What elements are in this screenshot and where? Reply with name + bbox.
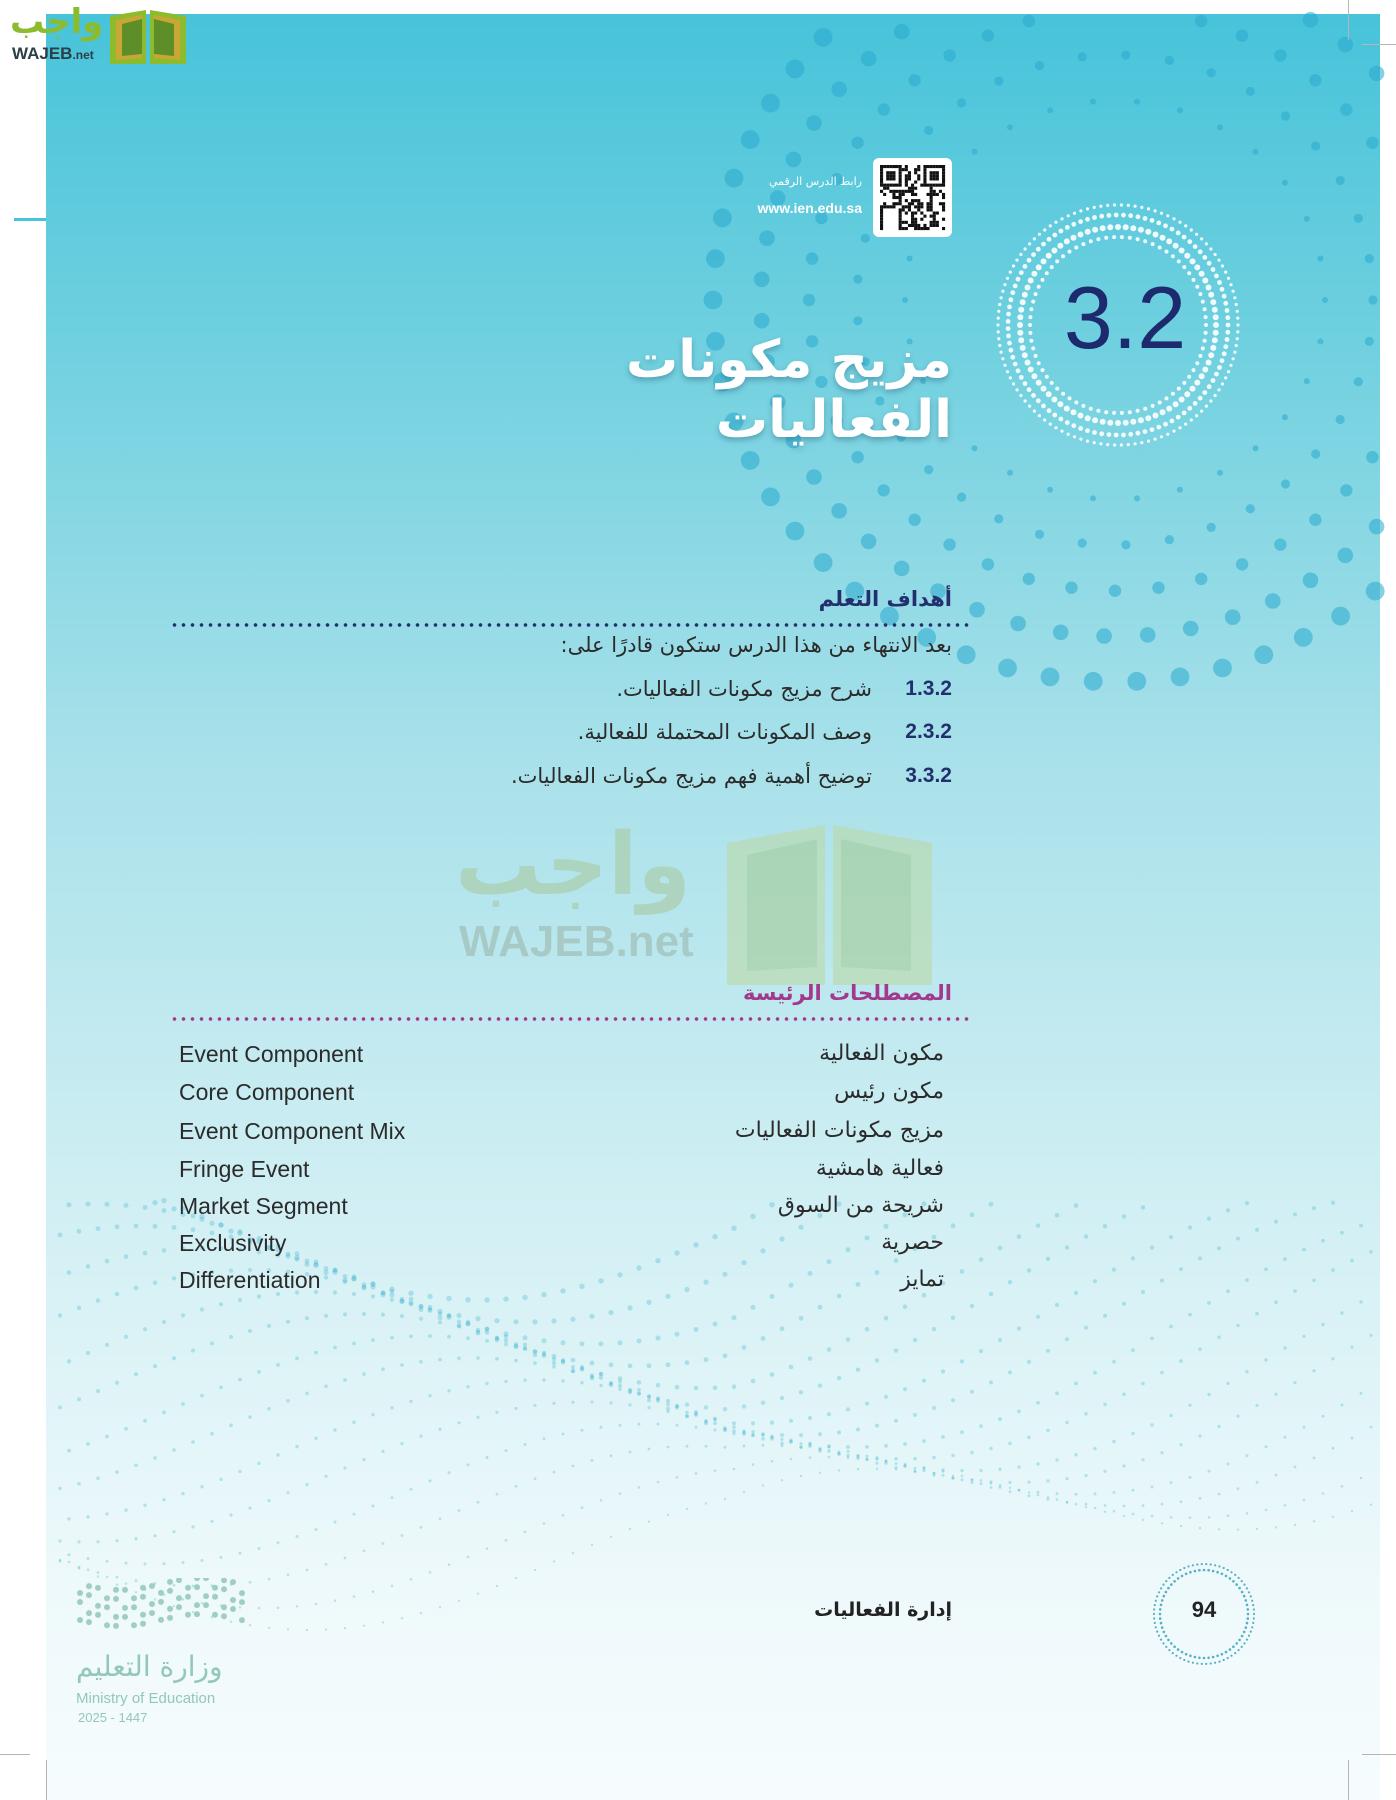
objective-text: شرح مزيج مكونات الفعاليات.	[616, 677, 872, 701]
objectives-divider	[170, 623, 972, 627]
objective-number: 2.3.2	[905, 720, 952, 743]
key-terms-divider	[170, 1017, 972, 1021]
objective-number: 1.3.2	[905, 677, 952, 700]
term-row	[170, 1079, 952, 1113]
wajeb-logo[interactable]	[10, 4, 192, 70]
book-title: إدارة الفعاليات	[814, 1599, 952, 1621]
watermark-book-icon	[717, 817, 942, 987]
term-row	[170, 1041, 952, 1075]
objective-text: توضيح أهمية فهم مزيج مكونات الفعاليات.	[510, 764, 872, 788]
qr-caption: رابط الدرس الرقمي	[768, 175, 862, 188]
term-row	[170, 1118, 952, 1152]
page-number: 94	[1191, 1597, 1217, 1622]
lesson-number: 3.2	[1063, 268, 1187, 367]
term-english: Differentiation	[179, 1267, 321, 1293]
crop-mark	[46, 1760, 47, 1800]
qr-code[interactable]	[873, 158, 952, 237]
ministry-name-arabic: وزارة التعليم	[76, 1650, 223, 1683]
ministry-emblem-icon	[76, 1578, 256, 1638]
term-english: Exclusivity	[179, 1230, 287, 1256]
crop-mark	[1362, 44, 1396, 45]
digital-lesson-link[interactable]: www.ien.edu.sa	[757, 200, 862, 216]
term-english: Event Component	[179, 1041, 364, 1067]
term-row	[170, 1267, 952, 1301]
ministry-name-english: Ministry of Education	[76, 1690, 216, 1707]
wajeb-watermark	[455, 815, 955, 985]
objectives-intro: بعد الانتهاء من هذا الدرس ستكون قادرًا على:	[560, 633, 952, 657]
term-arabic: مكون رئيس	[834, 1079, 944, 1104]
term-arabic: مزيج مكونات الفعاليات	[734, 1118, 944, 1143]
crop-mark	[0, 1754, 30, 1755]
term-row	[170, 1156, 952, 1190]
logo-latin-name: WAJEB	[12, 44, 73, 63]
margin-marker	[14, 218, 46, 221]
logo-suffix: .net	[72, 48, 94, 62]
book-icon	[106, 6, 190, 66]
term-english: Fringe Event	[179, 1156, 310, 1182]
term-arabic: تمايز	[900, 1267, 944, 1292]
ministry-year: 2025 - 1447	[78, 1710, 148, 1725]
crop-mark	[1348, 0, 1349, 40]
term-row	[170, 1230, 952, 1264]
key-terms-heading: المصطلحات الرئيسة	[742, 981, 952, 1005]
term-english: Event Component Mix	[179, 1118, 406, 1144]
term-arabic: حصرية	[881, 1230, 944, 1255]
objective-text: وصف المكونات المحتملة للفعالية.	[577, 720, 872, 744]
crop-mark	[1362, 1754, 1396, 1755]
objectives-heading: أهداف التعلم	[818, 587, 952, 611]
lesson-title: مزيج مكونات الفعاليات	[626, 330, 952, 450]
watermark-arabic: واجب	[455, 815, 691, 915]
term-row	[170, 1193, 952, 1227]
term-english: Market Segment	[179, 1193, 348, 1219]
objective-item	[300, 764, 952, 800]
ministry-logo	[76, 1578, 256, 1728]
logo-latin-text	[12, 44, 94, 64]
watermark-latin: WAJEB.net	[459, 917, 694, 966]
term-arabic: فعالية هامشية	[815, 1156, 944, 1181]
objective-number: 3.3.2	[905, 764, 952, 787]
crop-mark	[1348, 1760, 1349, 1800]
objective-item	[300, 677, 952, 713]
term-arabic: شريحة من السوق	[777, 1193, 944, 1218]
qr-code-icon	[873, 158, 952, 237]
objective-item	[300, 720, 952, 756]
term-arabic: مكون الفعالية	[819, 1041, 944, 1066]
term-english: Core Component	[179, 1079, 355, 1105]
logo-arabic-text: واجب	[10, 2, 104, 42]
